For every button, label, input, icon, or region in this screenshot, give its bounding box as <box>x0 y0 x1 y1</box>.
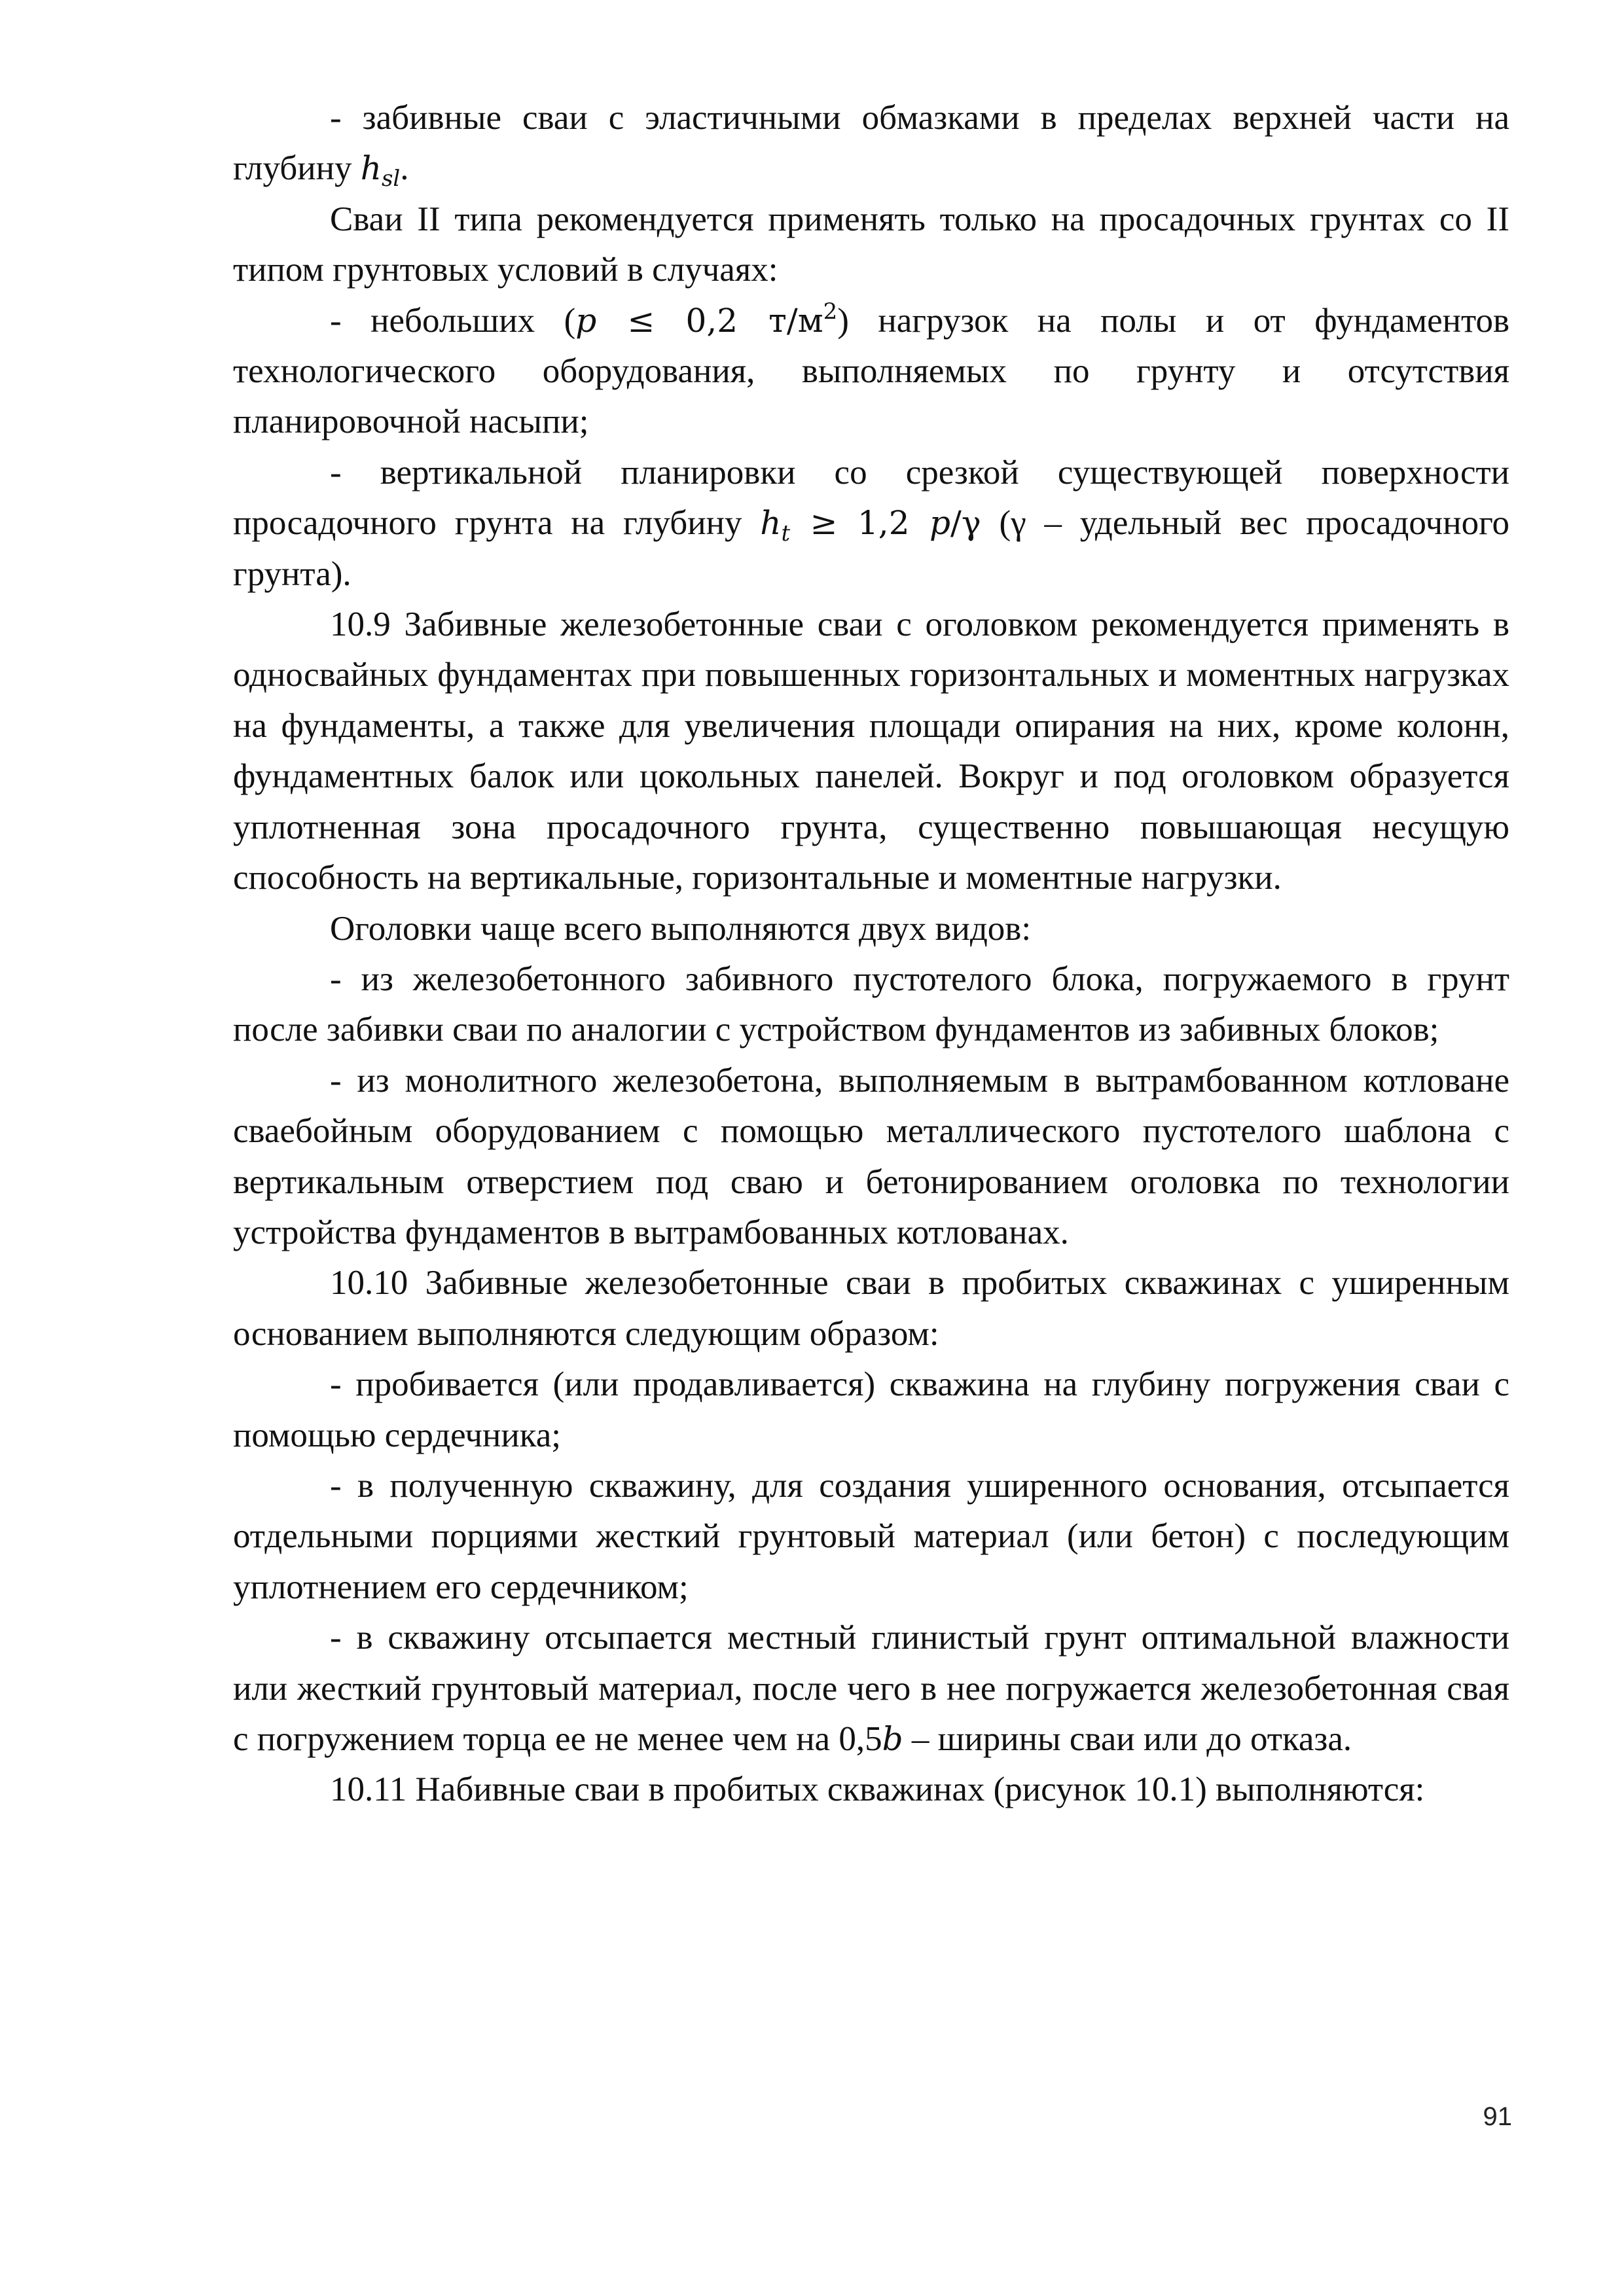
paragraph-text: 10.11 Набивные сваи в пробитых скважинах (рисунок 10.1) выполняются: <box>330 1770 1425 1809</box>
paragraph-text-continued: – ширины сваи или до отказа. <box>903 1720 1352 1758</box>
paragraph-elastic-coating <box>233 93 1509 194</box>
paragraph-10-9 <box>233 600 1509 903</box>
formula-b: b <box>882 1720 903 1758</box>
paragraph-text: Оголовки чаще всего выполняются двух видов: <box>330 909 1032 948</box>
paragraph-text: - небольших ( <box>330 301 576 340</box>
paragraph-text: - в полученную скважину, для создания уширенного основания, отсыпается отдельными порциями жесткий грунтовый материал (или бетон) с последующим уплотнением его сердечником; <box>233 1466 1509 1606</box>
paragraph-monolithic <box>233 1056 1509 1259</box>
paragraph-vertical-planning <box>233 448 1509 600</box>
paragraph-text-continued: (γ – удельный вес просадочного грунта). <box>233 504 1509 593</box>
paragraph-type-ii-piles <box>233 194 1509 296</box>
formula-superscript-2: 2 <box>823 298 838 325</box>
paragraph-text: 10.9 Забивные железобетонные сваи с оголовком рекомендуется применять в односвайных фундаментах при повышенных горизонтальных и моментных нагрузках на фундаменты, а также для увеличения площади опирания на них, кроме колонн, фундаментных балок или цокольных панелей. Вокруг и под оголовком образуется уплотненная зона просадочного грунта, существенно повышающая несущую способность на вертикальные, горизонтальные и моментные нагрузки. <box>233 605 1509 897</box>
formula-h: h <box>760 504 782 543</box>
document-body <box>233 93 1509 1816</box>
formula-h: h <box>360 149 382 188</box>
paragraph-widened-base <box>233 1461 1509 1613</box>
paragraph-small-loads <box>233 296 1509 448</box>
paragraph-text: - из монолитного железобетона, выполняемым в вытрамбованном котловане сваебойным оборудованием с помощью металлического пустотелого шаблона с вертикальным отверстием под сваю и бетонированием оголовка по технологии устройства фундаментов в вытрамбованных котлованах. <box>233 1061 1509 1251</box>
paragraph-text: Сваи II типа рекомендуется применять только на просадочных грунтах со II типом грунтовых условий в случаях: <box>233 200 1509 289</box>
formula-subscript-sl: sl <box>381 166 401 192</box>
paragraph-text-continued: нагрузок на полы и от фундаментов технологического оборудования, выполняемых по грунту и отсутствия планировочной насыпи; <box>233 301 1510 441</box>
paragraph-text: - из железобетонного забивного пустотелого блока, погружаемого в грунт после забивки сваи по аналогии с устройством фундаментов из забивных блоков; <box>233 960 1509 1049</box>
paragraph-10-10 <box>233 1258 1509 1359</box>
paragraph-borehole <box>233 1359 1509 1461</box>
paragraph-hollow-block <box>233 954 1509 1056</box>
paragraph-text: - вертикальной планировки со срезкой существующей поверхности просадочного грунта на глубину <box>233 453 1509 543</box>
paragraph-text: - забивные сваи с эластичными обмазками в пределах верхней части на глубину <box>233 99 1509 188</box>
paragraph-heads-types <box>233 904 1509 954</box>
formula-subscript-t: t <box>781 520 791 547</box>
paragraph-clay-fill <box>233 1613 1509 1765</box>
formula-gamma: /γ <box>950 504 981 543</box>
paragraph-end: . <box>400 149 409 188</box>
paragraph-text: - пробивается (или продавливается) скважина на глубину погружения сваи с помощью сердечника; <box>233 1365 1509 1454</box>
paragraph-text: 10.10 Забивные железобетонные сваи в пробитых скважинах с уширенным основанием выполняются следующим образом: <box>233 1264 1509 1353</box>
formula-load-limit: ≤ 0,2 т/м <box>596 301 823 340</box>
paragraph-text: - в скважину отсыпается местный глинистый грунт оптимальной влажности или жесткий грунтовый материал, после чего в нее погружается железобетонная свая с погружением торца ее не менее чем на 0,5 <box>233 1619 1509 1758</box>
formula-p: p <box>929 504 950 543</box>
formula-p: p <box>575 301 597 340</box>
page-number: 91 <box>1483 2102 1512 2131</box>
formula-depth-limit: ≥ 1,2 <box>790 504 929 543</box>
paragraph-10-11 <box>233 1765 1509 1815</box>
formula-close: ) <box>837 301 849 340</box>
